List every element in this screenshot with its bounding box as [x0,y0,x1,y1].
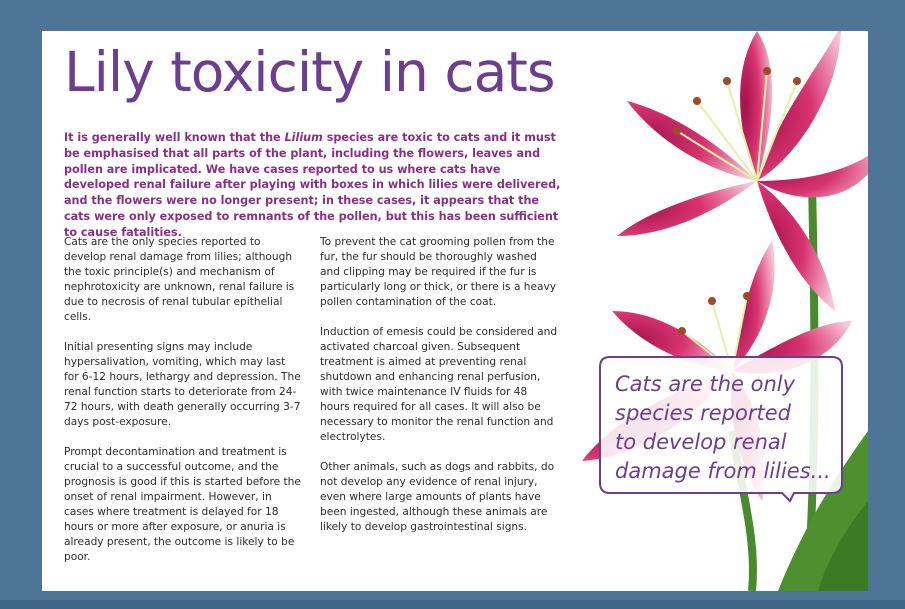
upper-lily-flower [617,31,868,311]
lily-anther [693,97,701,105]
intro-paragraph [64,130,564,241]
callout-line: to develop renal [615,430,787,454]
article-page [42,31,868,591]
intro-text-before: It is generally well known that the [64,131,285,144]
intro-genus: Lilium [284,131,323,144]
lily-petal [617,181,757,236]
body-paragraph: Prompt decontamination and treatment is crucial to a successful outcome, and the prognosis is good if this is started before the onset of renal impairment. However, in cases where treatment is delayed for 18 hours or more after exposure, or anuria is already present, the outcome is likely to be poor. [64,446,301,563]
frame-bottom-strip [0,600,905,609]
callout-text [615,370,845,486]
body-paragraph: To prevent the cat grooming pollen from the fur, the fur should be thoroughly washed and clipping may be required if the fur is particularly long or thick, or there is a heavy pollen contamination of the coat. [320,236,557,308]
body-column-right [320,235,558,550]
lily-anther [723,77,731,85]
intro-text-after: species are toxic to cats and it must be emphasised that all parts of the plant, including the flowers, leaves and pollen are implicated. We have cases reported to us where cats have developed renal failure after playing with boxes in which lilies were delivered, and the flowers were no longer present; in these cases, it appears that the cats were only exposed to remnants of the pollen, but this has been sufficient to cause fatalities. [64,131,561,239]
lily-anther [743,292,751,300]
lily-anther [763,67,771,75]
callout-line: Cats are the only [615,372,796,396]
lily-illustration [582,31,868,591]
article-title: Lily toxicity in cats [64,40,555,104]
lily-anther [678,327,686,335]
body-paragraph: Cats are the only species reported to develop renal damage from lilies; although the toxic principle(s) and mechanism of nephrotoxicity are unknown, renal failure is due to necrosis of renal tubular epithelial cells. [64,236,295,323]
body-paragraph: Initial presenting signs may include hypersalivation, vomiting, which may last for 6-12 hours, lethargy and depression. The renal function starts to deteriorate from 24-72 hours, with death generally occurring 3-7 days post-exposure. [64,341,301,428]
body-column-left [64,235,302,580]
lily-anther [673,127,681,135]
callout-line: species reported [615,401,791,425]
lily-anther [708,297,716,305]
body-paragraph: Induction of emesis could be considered and activated charcoal given. Subsequent treatment is aimed at preventing renal shutdown and enhancing renal perfusion, with twice maintenance IV fluids for 48 hours required for all cases. It will also be necessary to monitor the renal function and electrolytes. [320,326,558,443]
callout-line: damage from lilies... [615,459,831,483]
lily-anther [793,77,801,85]
body-paragraph: Other animals, such as dogs and rabbits, do not develop any evidence of renal injury, even where large amounts of plants have been ingested, although these animals are likely to develop gastrointestinal signs. [320,461,555,533]
